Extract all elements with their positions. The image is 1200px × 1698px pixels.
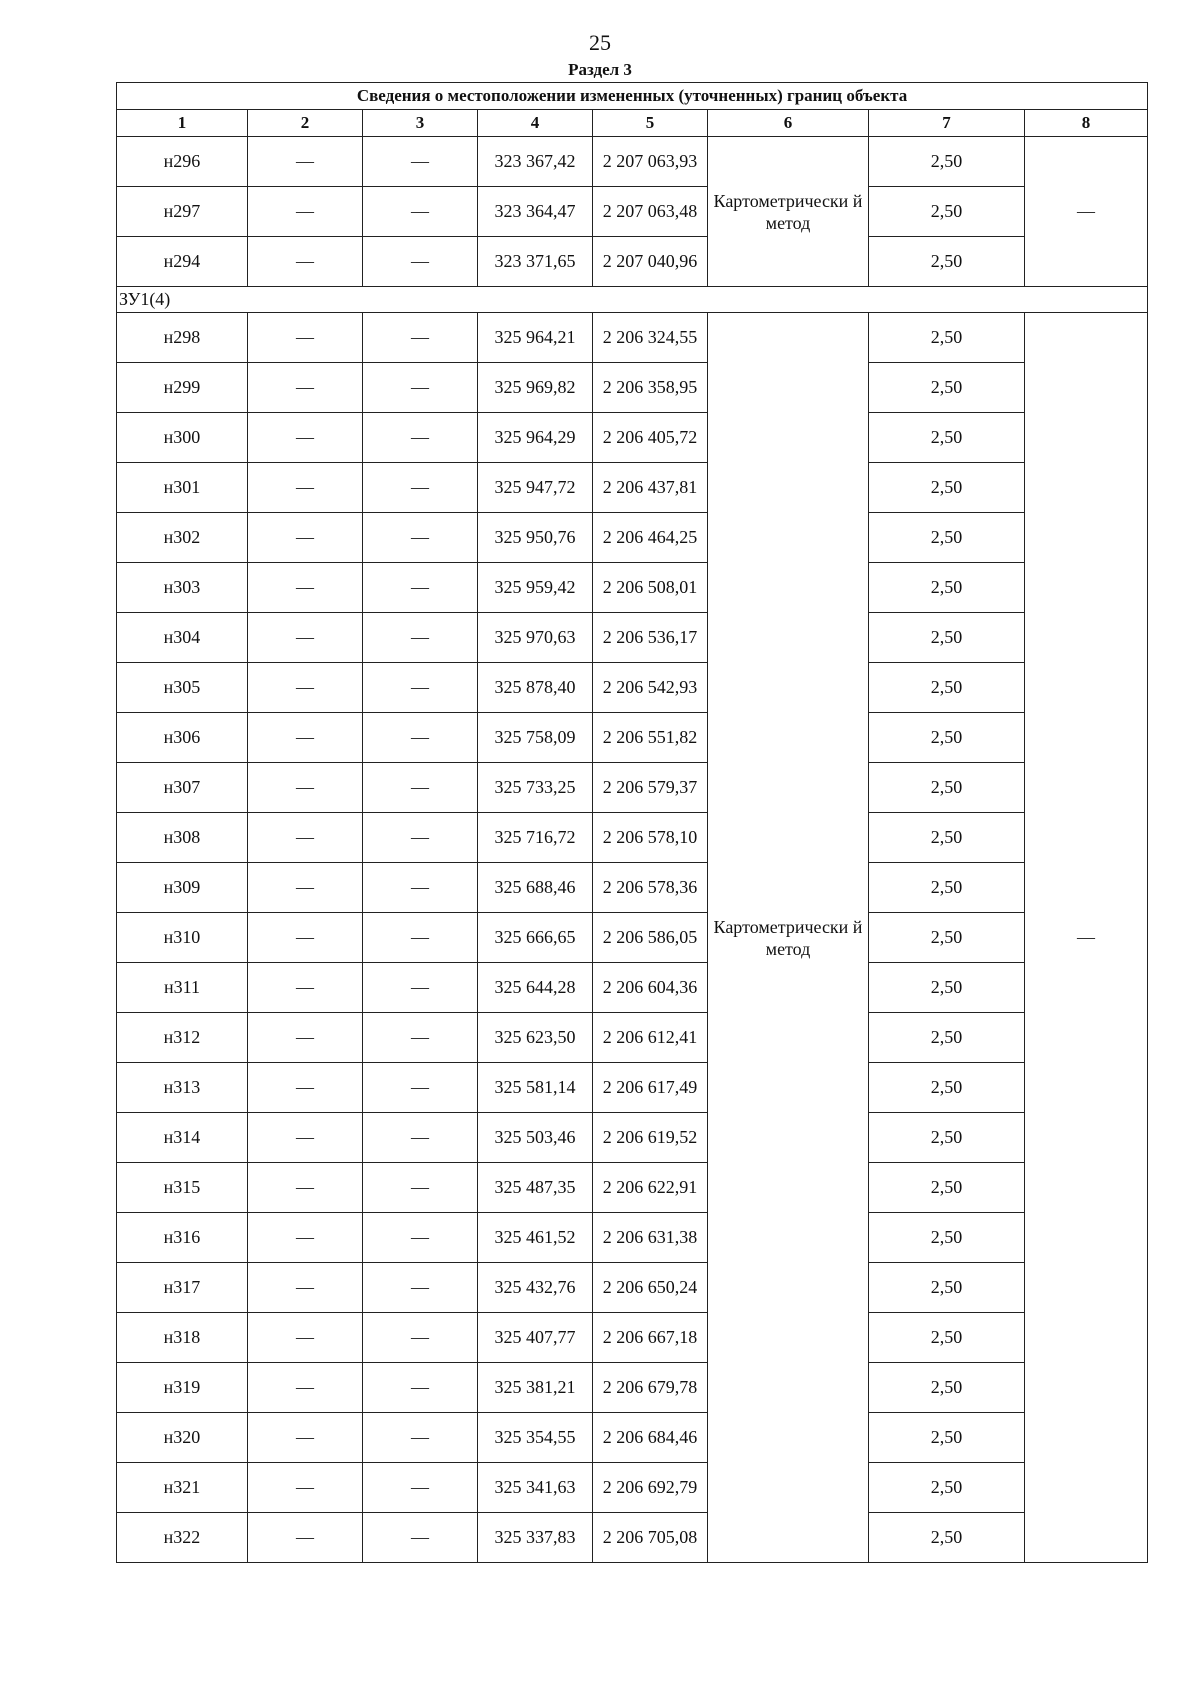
column-3-cell: — <box>363 763 478 813</box>
column-2-cell: — <box>248 713 363 763</box>
coordinate-y-cell: 2 206 684,46 <box>593 1413 708 1463</box>
column-3-cell: — <box>363 613 478 663</box>
accuracy-cell: 2,50 <box>869 563 1025 613</box>
coordinate-x-cell: 323 371,65 <box>478 237 593 287</box>
accuracy-cell: 2,50 <box>869 1013 1025 1063</box>
accuracy-cell: 2,50 <box>869 863 1025 913</box>
table-row <box>117 1263 1148 1313</box>
coordinate-y-cell: 2 206 604,36 <box>593 963 708 1013</box>
column-2-cell: — <box>248 1213 363 1263</box>
point-name-cell: н312 <box>117 1013 248 1063</box>
table-row <box>117 413 1148 463</box>
point-name-cell: н304 <box>117 613 248 663</box>
column-2-cell: — <box>248 813 363 863</box>
coordinate-y-cell: 2 206 579,37 <box>593 763 708 813</box>
coordinate-x-cell: 325 354,55 <box>478 1413 593 1463</box>
accuracy-cell: 2,50 <box>869 237 1025 287</box>
column-2-cell: — <box>248 1413 363 1463</box>
accuracy-cell: 2,50 <box>869 1063 1025 1113</box>
column-2-cell: — <box>248 913 363 963</box>
accuracy-cell: 2,50 <box>869 763 1025 813</box>
column-2-cell: — <box>248 1513 363 1563</box>
column-3-cell: — <box>363 1263 478 1313</box>
table-row <box>117 187 1148 237</box>
coordinate-x-cell: 325 581,14 <box>478 1063 593 1113</box>
table-row <box>117 237 1148 287</box>
column-header: 8 <box>1025 110 1148 137</box>
table-row <box>117 1463 1148 1513</box>
table-row <box>117 663 1148 713</box>
coordinate-x-cell: 325 733,25 <box>478 763 593 813</box>
column-3-cell: — <box>363 1513 478 1563</box>
coordinate-y-cell: 2 206 586,05 <box>593 913 708 963</box>
accuracy-cell: 2,50 <box>869 187 1025 237</box>
coordinate-x-cell: 325 644,28 <box>478 963 593 1013</box>
accuracy-cell: 2,50 <box>869 513 1025 563</box>
point-name-cell: н296 <box>117 137 248 187</box>
column-2-cell: — <box>248 763 363 813</box>
point-name-cell: н298 <box>117 313 248 363</box>
column-3-cell: — <box>363 413 478 463</box>
point-name-cell: н301 <box>117 463 248 513</box>
coordinate-x-cell: 325 487,35 <box>478 1163 593 1213</box>
table-row <box>117 513 1148 563</box>
point-name-cell: н311 <box>117 963 248 1013</box>
group-label-row <box>117 287 1148 313</box>
table-row <box>117 1213 1148 1263</box>
column-2-cell: — <box>248 463 363 513</box>
column-3-cell: — <box>363 237 478 287</box>
column-2-cell: — <box>248 1063 363 1113</box>
accuracy-cell: 2,50 <box>869 713 1025 763</box>
accuracy-cell: 2,50 <box>869 663 1025 713</box>
point-name-cell: н310 <box>117 913 248 963</box>
coordinate-x-cell: 325 970,63 <box>478 613 593 663</box>
accuracy-cell: 2,50 <box>869 1463 1025 1513</box>
coordinate-x-cell: 323 367,42 <box>478 137 593 187</box>
table-row <box>117 1413 1148 1463</box>
column-2-cell: — <box>248 137 363 187</box>
table-row <box>117 1063 1148 1113</box>
table-row <box>117 963 1148 1013</box>
accuracy-cell: 2,50 <box>869 963 1025 1013</box>
table-row <box>117 313 1148 363</box>
table-caption: Сведения о местоположении измененных (уточненных) границ объекта <box>117 83 1148 110</box>
coordinate-x-cell: 325 341,63 <box>478 1463 593 1513</box>
point-name-cell: н320 <box>117 1413 248 1463</box>
table-row <box>117 713 1148 763</box>
coordinate-y-cell: 2 206 542,93 <box>593 663 708 713</box>
coordinate-x-cell: 325 688,46 <box>478 863 593 913</box>
coordinate-y-cell: 2 206 508,01 <box>593 563 708 613</box>
point-name-cell: н321 <box>117 1463 248 1513</box>
point-name-cell: н317 <box>117 1263 248 1313</box>
coordinate-y-cell: 2 207 063,48 <box>593 187 708 237</box>
column-2-cell: — <box>248 313 363 363</box>
coordinate-y-cell: 2 206 578,36 <box>593 863 708 913</box>
accuracy-cell: 2,50 <box>869 1363 1025 1413</box>
coordinate-y-cell: 2 206 405,72 <box>593 413 708 463</box>
table-row <box>117 1513 1148 1563</box>
table-row <box>117 863 1148 913</box>
column-3-cell: — <box>363 863 478 913</box>
column-3-cell: — <box>363 463 478 513</box>
table-row <box>117 463 1148 513</box>
column-header: 5 <box>593 110 708 137</box>
point-name-cell: н306 <box>117 713 248 763</box>
coordinate-x-cell: 325 959,42 <box>478 563 593 613</box>
coordinate-x-cell: 323 364,47 <box>478 187 593 237</box>
column-3-cell: — <box>363 513 478 563</box>
table-row <box>117 1013 1148 1063</box>
column-2-cell: — <box>248 1113 363 1163</box>
coordinate-x-cell: 325 878,40 <box>478 663 593 713</box>
point-name-cell: н318 <box>117 1313 248 1363</box>
table-row <box>117 137 1148 187</box>
coordinate-x-cell: 325 716,72 <box>478 813 593 863</box>
point-name-cell: н299 <box>117 363 248 413</box>
table-body <box>117 137 1148 1563</box>
column-2-cell: — <box>248 1363 363 1413</box>
column-2-cell: — <box>248 663 363 713</box>
column-3-cell: — <box>363 713 478 763</box>
column-2-cell: — <box>248 863 363 913</box>
coordinate-x-cell: 325 503,46 <box>478 1113 593 1163</box>
column-header: 1 <box>117 110 248 137</box>
accuracy-cell: 2,50 <box>869 813 1025 863</box>
table-row <box>117 1113 1148 1163</box>
section-title: Раздел 3 <box>568 60 632 79</box>
column-2-cell: — <box>248 187 363 237</box>
point-name-cell: н322 <box>117 1513 248 1563</box>
method-cell: Картометрически й метод <box>708 313 869 1563</box>
column-header: 6 <box>708 110 869 137</box>
column-2-cell: — <box>248 1263 363 1313</box>
accuracy-cell: 2,50 <box>869 463 1025 513</box>
table-row <box>117 763 1148 813</box>
coordinate-y-cell: 2 206 551,82 <box>593 713 708 763</box>
coordinate-y-cell: 2 207 063,93 <box>593 137 708 187</box>
column-2-cell: — <box>248 1463 363 1513</box>
coordinate-x-cell: 325 432,76 <box>478 1263 593 1313</box>
boundary-coordinates-table <box>116 82 1148 1563</box>
table-row <box>117 363 1148 413</box>
column-2-cell: — <box>248 413 363 463</box>
point-name-cell: н300 <box>117 413 248 463</box>
column-3-cell: — <box>363 1113 478 1163</box>
coordinate-x-cell: 325 964,29 <box>478 413 593 463</box>
accuracy-cell: 2,50 <box>869 913 1025 963</box>
column-2-cell: — <box>248 237 363 287</box>
column-3-cell: — <box>363 1163 478 1213</box>
column-3-cell: — <box>363 1313 478 1363</box>
column-3-cell: — <box>363 663 478 713</box>
column-header: 7 <box>869 110 1025 137</box>
table-row <box>117 913 1148 963</box>
column-2-cell: — <box>248 613 363 663</box>
coordinate-x-cell: 325 964,21 <box>478 313 593 363</box>
accuracy-cell: 2,50 <box>869 363 1025 413</box>
column-number-row <box>117 110 1148 137</box>
point-name-cell: н316 <box>117 1213 248 1263</box>
point-name-cell: н302 <box>117 513 248 563</box>
coordinate-y-cell: 2 206 667,18 <box>593 1313 708 1363</box>
column-3-cell: — <box>363 1413 478 1463</box>
coordinate-x-cell: 325 969,82 <box>478 363 593 413</box>
column-header: 4 <box>478 110 593 137</box>
accuracy-cell: 2,50 <box>869 313 1025 363</box>
column-3-cell: — <box>363 913 478 963</box>
column-2-cell: — <box>248 1013 363 1063</box>
coordinate-y-cell: 2 206 705,08 <box>593 1513 708 1563</box>
table-row <box>117 1163 1148 1213</box>
coordinate-x-cell: 325 950,76 <box>478 513 593 563</box>
coordinate-y-cell: 2 206 612,41 <box>593 1013 708 1063</box>
accuracy-cell: 2,50 <box>869 1413 1025 1463</box>
page-number: 25 <box>589 30 611 55</box>
point-name-cell: н313 <box>117 1063 248 1113</box>
table-row <box>117 563 1148 613</box>
column-8-cell: — <box>1025 137 1148 287</box>
coordinate-y-cell: 2 206 679,78 <box>593 1363 708 1413</box>
method-cell: Картометрически й метод <box>708 137 869 287</box>
column-3-cell: — <box>363 1013 478 1063</box>
table-row <box>117 1313 1148 1363</box>
table-row <box>117 1363 1148 1413</box>
point-name-cell: н314 <box>117 1113 248 1163</box>
column-3-cell: — <box>363 1063 478 1113</box>
coordinate-y-cell: 2 206 619,52 <box>593 1113 708 1163</box>
accuracy-cell: 2,50 <box>869 1313 1025 1363</box>
point-name-cell: н315 <box>117 1163 248 1213</box>
coordinate-y-cell: 2 206 578,10 <box>593 813 708 863</box>
coordinate-x-cell: 325 461,52 <box>478 1213 593 1263</box>
coordinate-y-cell: 2 206 631,38 <box>593 1213 708 1263</box>
column-header: 2 <box>248 110 363 137</box>
coordinate-y-cell: 2 206 536,17 <box>593 613 708 663</box>
table-row <box>117 613 1148 663</box>
column-header: 3 <box>363 110 478 137</box>
column-3-cell: — <box>363 137 478 187</box>
group-label: ЗУ1(4) <box>117 287 1148 313</box>
accuracy-cell: 2,50 <box>869 1163 1025 1213</box>
coordinate-y-cell: 2 206 650,24 <box>593 1263 708 1313</box>
coordinate-y-cell: 2 206 437,81 <box>593 463 708 513</box>
column-3-cell: — <box>363 187 478 237</box>
point-name-cell: н319 <box>117 1363 248 1413</box>
column-3-cell: — <box>363 963 478 1013</box>
column-3-cell: — <box>363 563 478 613</box>
point-name-cell: н309 <box>117 863 248 913</box>
column-2-cell: — <box>248 563 363 613</box>
column-3-cell: — <box>363 813 478 863</box>
coordinate-y-cell: 2 206 692,79 <box>593 1463 708 1513</box>
coordinate-y-cell: 2 206 622,91 <box>593 1163 708 1213</box>
point-name-cell: н307 <box>117 763 248 813</box>
point-name-cell: н297 <box>117 187 248 237</box>
point-name-cell: н305 <box>117 663 248 713</box>
coordinate-x-cell: 325 337,83 <box>478 1513 593 1563</box>
point-name-cell: н308 <box>117 813 248 863</box>
coordinate-x-cell: 325 758,09 <box>478 713 593 763</box>
column-3-cell: — <box>363 1463 478 1513</box>
accuracy-cell: 2,50 <box>869 137 1025 187</box>
column-2-cell: — <box>248 363 363 413</box>
coordinate-x-cell: 325 947,72 <box>478 463 593 513</box>
column-8-cell: — <box>1025 313 1148 1563</box>
coordinate-y-cell: 2 206 617,49 <box>593 1063 708 1113</box>
accuracy-cell: 2,50 <box>869 1263 1025 1313</box>
coordinate-y-cell: 2 206 324,55 <box>593 313 708 363</box>
column-2-cell: — <box>248 1163 363 1213</box>
accuracy-cell: 2,50 <box>869 1513 1025 1563</box>
column-3-cell: — <box>363 1363 478 1413</box>
coordinate-x-cell: 325 623,50 <box>478 1013 593 1063</box>
table-row <box>117 813 1148 863</box>
coordinate-y-cell: 2 206 358,95 <box>593 363 708 413</box>
column-3-cell: — <box>363 363 478 413</box>
coordinate-x-cell: 325 666,65 <box>478 913 593 963</box>
accuracy-cell: 2,50 <box>869 1213 1025 1263</box>
column-2-cell: — <box>248 963 363 1013</box>
column-3-cell: — <box>363 1213 478 1263</box>
point-name-cell: н303 <box>117 563 248 613</box>
accuracy-cell: 2,50 <box>869 413 1025 463</box>
coordinate-x-cell: 325 381,21 <box>478 1363 593 1413</box>
coordinate-y-cell: 2 206 464,25 <box>593 513 708 563</box>
column-2-cell: — <box>248 513 363 563</box>
point-name-cell: н294 <box>117 237 248 287</box>
column-2-cell: — <box>248 1313 363 1363</box>
column-3-cell: — <box>363 313 478 363</box>
coordinate-y-cell: 2 207 040,96 <box>593 237 708 287</box>
accuracy-cell: 2,50 <box>869 613 1025 663</box>
coordinate-x-cell: 325 407,77 <box>478 1313 593 1363</box>
accuracy-cell: 2,50 <box>869 1113 1025 1163</box>
